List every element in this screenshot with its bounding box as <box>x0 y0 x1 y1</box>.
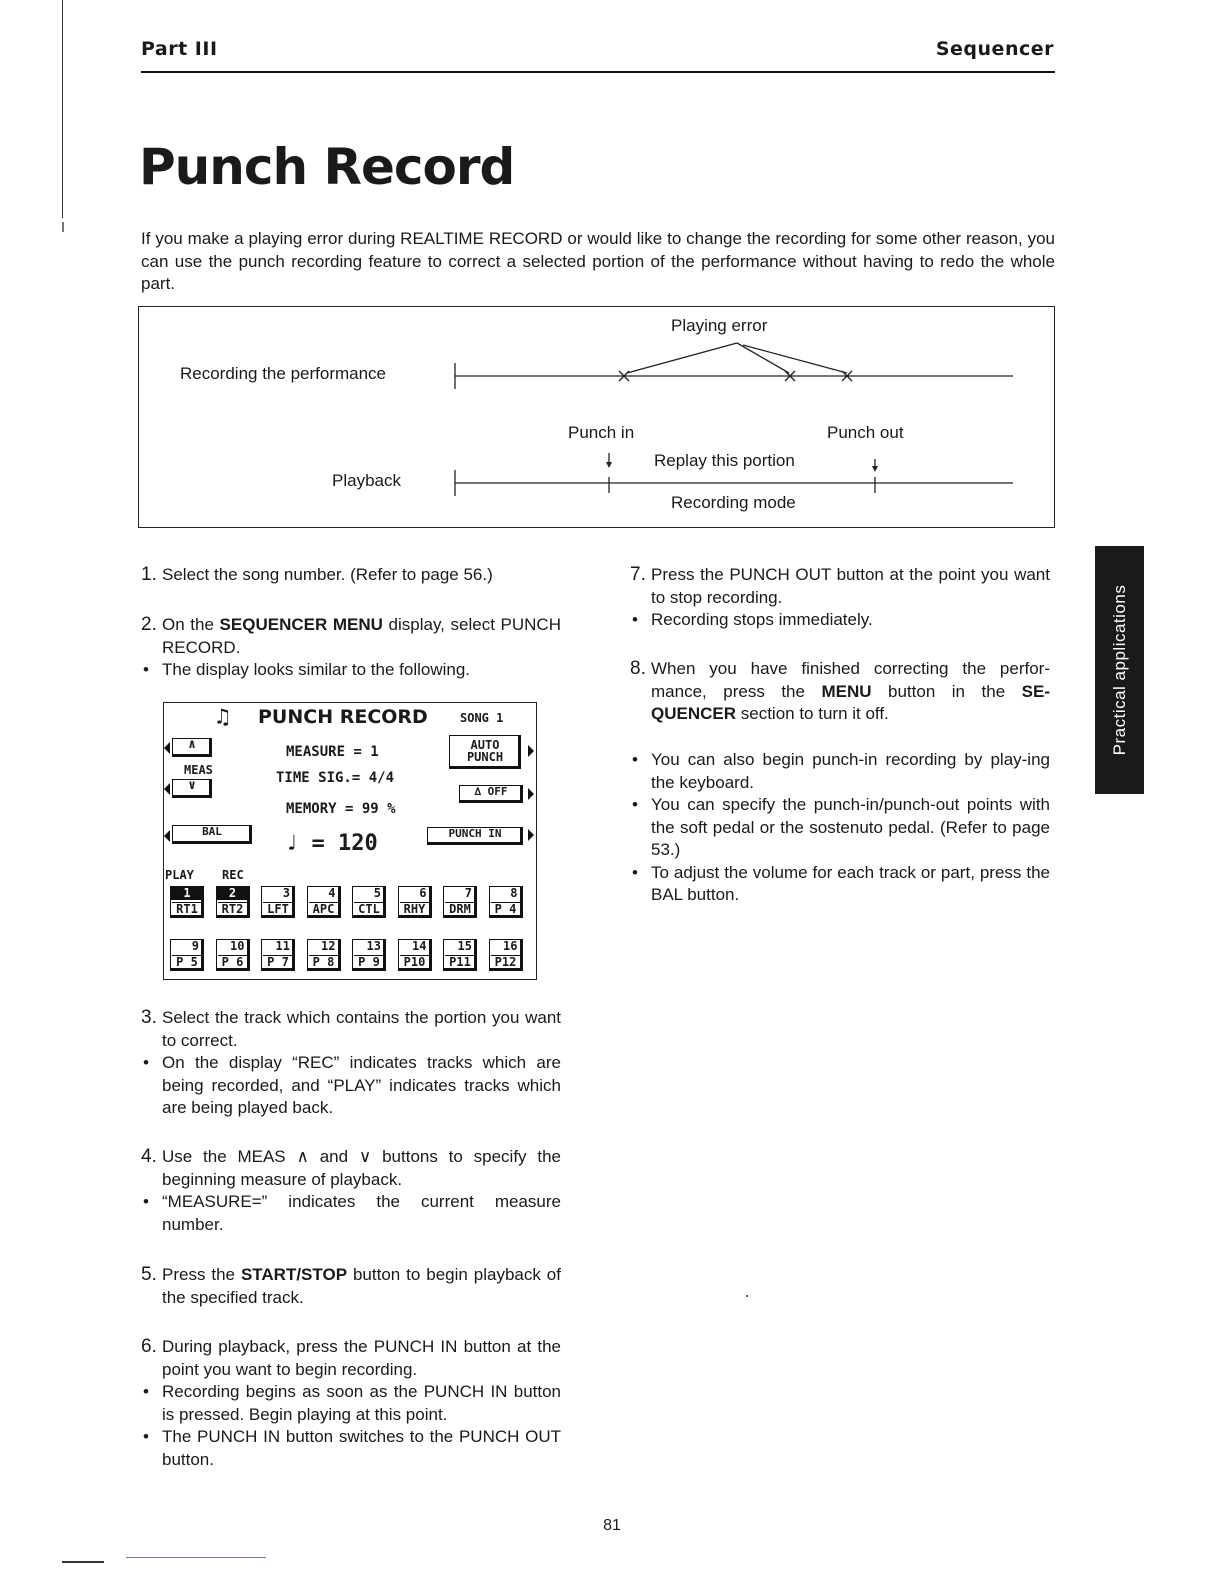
page-number: 81 <box>603 1517 621 1534</box>
step-text: Press the START/STOP button to begin playback of the specified track. <box>162 1265 561 1307</box>
track-label: P 4 <box>491 902 521 916</box>
punch-in-button[interactable]: PUNCH IN <box>427 827 523 845</box>
lcd-memory: MEMORY = 99 % <box>286 801 396 817</box>
label-replay-portion: Replay this portion <box>654 451 795 470</box>
step-bullet: • The PUNCH IN button switches to the PUNCH OUT button. <box>162 1426 561 1471</box>
track-button[interactable] <box>443 939 477 971</box>
step-bullet: • Recording stops immediately. <box>651 609 1050 632</box>
track-number: 14 <box>412 939 427 953</box>
track-number: 2 <box>217 887 249 900</box>
side-tab <box>1095 546 1144 794</box>
track-number: 3 <box>282 886 290 900</box>
note-bullet: • To adjust the volume for each track or part, press the BAL button. <box>651 862 1050 907</box>
step-number: 4. <box>141 1146 157 1167</box>
track-label: APC <box>309 902 339 916</box>
meas-label: MEAS <box>184 763 213 777</box>
step-bullet: • Recording begins as soon as the PUNCH IN button is pressed. Begin playing at this point. <box>162 1381 561 1426</box>
lcd-song: SONG 1 <box>460 711 504 725</box>
intro-paragraph: If you make a playing error during REALTIME RECORD or would like to change the recording for some other reason, you can use the punch recording feature to correct a selected portion of the performance without having to redo the whole part. <box>141 229 1055 293</box>
step-text: Select the track which contains the portion you want to correct. <box>162 1008 561 1050</box>
header-rule <box>141 71 1055 73</box>
step-number: 5. <box>141 1264 157 1285</box>
step-bullet: • On the display “REC” indicates tracks which are being recorded, and “PLAY” indicates tracks which are being played back. <box>162 1052 561 1120</box>
track-number: 15 <box>457 939 472 953</box>
lcd-tempo: ♩ = 120 <box>285 831 378 856</box>
note-icon: ♫ <box>216 705 230 730</box>
track-number: 9 <box>191 939 199 953</box>
track-button[interactable] <box>170 939 204 971</box>
step-number: 1. <box>141 564 157 585</box>
right-arrow-icon <box>528 829 534 841</box>
step-number: 3. <box>141 1007 157 1028</box>
extra-notes <box>630 749 1050 907</box>
step-4 <box>141 1146 561 1236</box>
note-bullet: • You can specify the punch-in/punch-out points with the soft pedal or the sostenuto pedal. (Refer to page 53.) <box>651 794 1050 862</box>
track-button[interactable] <box>489 886 523 918</box>
lcd-time-sig: TIME SIG.= 4/4 <box>276 770 395 786</box>
step-text: Use the MEAS ∧ and ∨ buttons to specify the beginning measure of playback. <box>162 1147 561 1189</box>
step-text: During playback, press the PUNCH IN button at the point you want to begin recording. <box>162 1337 561 1379</box>
step-text: On the SEQUENCER MENU display, select PUNCH RECORD. <box>162 615 561 657</box>
auto-punch-label-1: AUTO <box>470 738 500 752</box>
track-number: 7 <box>464 886 472 900</box>
meas-down-button[interactable]: ∨ <box>172 779 212 798</box>
track-label: P11 <box>445 955 475 969</box>
track-button[interactable] <box>261 886 295 918</box>
diagram-lines <box>139 307 1054 527</box>
punch-in-arrowhead <box>606 462 612 468</box>
margin-line <box>62 0 63 218</box>
track-button[interactable] <box>216 886 250 918</box>
auto-punch-label-2: PUNCH <box>466 750 504 764</box>
track-button[interactable] <box>170 886 204 918</box>
header-part: Part III <box>141 38 218 60</box>
track-button[interactable] <box>307 886 341 918</box>
error-arrow-2 <box>737 343 789 373</box>
track-number: 12 <box>321 939 336 953</box>
lcd-measure: MEASURE = 1 <box>286 744 379 760</box>
punch-out-arrowhead <box>872 466 878 472</box>
track-button[interactable] <box>398 939 432 971</box>
track-label: RT1 <box>172 902 202 916</box>
error-arrow-1 <box>627 343 737 373</box>
track-label: P 9 <box>354 955 384 969</box>
track-button[interactable] <box>261 939 295 971</box>
step-6 <box>141 1336 561 1471</box>
step-8 <box>630 658 1050 726</box>
margin-mark <box>62 222 64 232</box>
step-1 <box>141 564 561 587</box>
lcd-title: PUNCH RECORD <box>258 706 428 728</box>
side-tab-label: Practical applications <box>1109 584 1129 756</box>
track-label: P 5 <box>172 955 202 969</box>
auto-punch-button[interactable] <box>449 735 521 769</box>
track-number: 16 <box>503 939 518 953</box>
track-number: 5 <box>373 886 381 900</box>
step-number: 6. <box>141 1336 157 1357</box>
punch-diagram <box>138 306 1055 528</box>
track-button[interactable] <box>489 939 523 971</box>
footer-line <box>126 1557 266 1558</box>
right-arrow-icon <box>528 788 534 800</box>
track-label: P 6 <box>218 955 248 969</box>
track-label: CTL <box>354 902 384 916</box>
track-button[interactable] <box>443 886 477 918</box>
step-5 <box>141 1264 561 1309</box>
track-label: RT2 <box>218 902 248 916</box>
track-button[interactable] <box>398 886 432 918</box>
left-arrow-icon <box>164 783 170 795</box>
track-label: RHY <box>400 902 430 916</box>
step-2 <box>141 614 561 682</box>
step-7 <box>630 564 1050 632</box>
step-bullet: • The display looks similar to the following. <box>162 659 561 682</box>
step-text: Press the PUNCH OUT button at the point you want to stop recording. <box>651 565 1050 607</box>
track-number: 4 <box>328 886 336 900</box>
step-text: When you have finished correcting the perfor-mance, press the MENU button in the SE-QUENCER section to turn it off. <box>651 659 1050 723</box>
track-number: 11 <box>275 939 290 953</box>
track-button[interactable] <box>216 939 250 971</box>
track-button[interactable] <box>352 939 386 971</box>
footer-mark <box>62 1561 104 1563</box>
track-label: P 8 <box>309 955 339 969</box>
header-section: Sequencer <box>935 38 1054 60</box>
track-number: 8 <box>510 886 518 900</box>
track-number: 10 <box>230 939 245 953</box>
track-label: P10 <box>400 955 430 969</box>
track-number: 6 <box>419 886 427 900</box>
speck <box>746 1295 748 1297</box>
error-arrow-3 <box>743 345 847 373</box>
step-number: 7. <box>630 564 646 585</box>
rec-label: REC <box>222 868 244 882</box>
track-number: 1 <box>171 887 203 900</box>
left-arrow-icon <box>164 830 170 842</box>
label-recording-mode: Recording mode <box>671 493 796 512</box>
track-label: P 7 <box>263 955 293 969</box>
track-label: LFT <box>263 902 293 916</box>
step-bullet: • “MEASURE=” indicates the current measure number. <box>162 1191 561 1236</box>
meas-up-button[interactable]: ∧ <box>172 738 212 757</box>
bal-button[interactable]: BAL <box>172 825 252 844</box>
lcd-display <box>163 702 537 980</box>
step-3 <box>141 1007 561 1120</box>
label-recording-performance: Recording the performance <box>180 364 387 383</box>
right-arrow-icon <box>528 745 534 757</box>
track-button[interactable] <box>352 886 386 918</box>
page-title: Punch Record <box>139 138 515 196</box>
label-playing-error: Playing error <box>671 316 768 335</box>
track-label: DRM <box>445 902 475 916</box>
note-bullet: • You can also begin punch-in recording by play-ing the keyboard. <box>651 749 1050 794</box>
step-number: 2. <box>141 614 157 635</box>
left-arrow-icon <box>164 742 170 754</box>
track-button[interactable] <box>307 939 341 971</box>
play-label: PLAY <box>165 868 194 882</box>
off-button[interactable]: ∆ OFF <box>459 785 523 803</box>
track-number: 13 <box>366 939 381 953</box>
label-punch-out: Punch out <box>827 423 904 442</box>
track-label: P12 <box>491 955 521 969</box>
label-punch-in: Punch in <box>568 423 635 442</box>
step-text: Select the song number. (Refer to page 56.) <box>162 565 493 584</box>
label-playback: Playback <box>332 471 401 490</box>
step-number: 8. <box>630 658 646 679</box>
